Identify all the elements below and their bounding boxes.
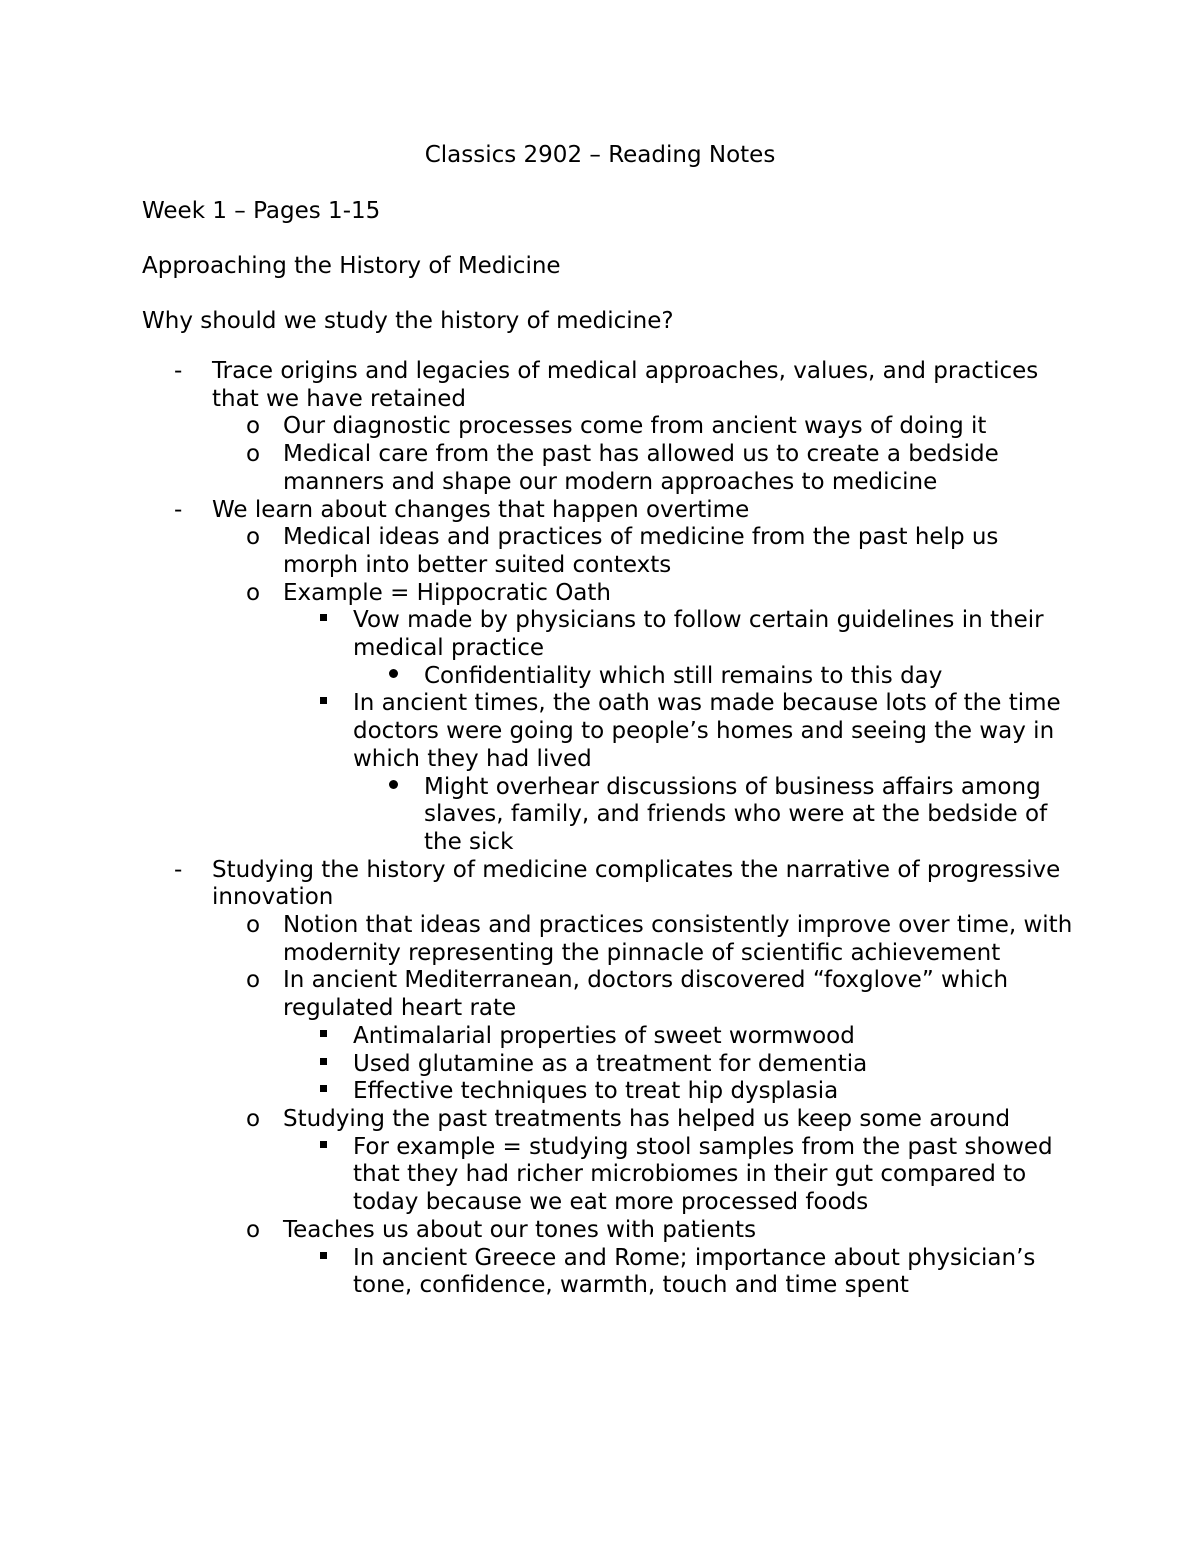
outline-item-text: Medical ideas and practices of medicine from the past help us morph into better suited contexts (283, 524, 999, 578)
dash-bullet: - (174, 496, 183, 523)
outline-item-level-1 (0, 358, 1072, 413)
outline-item-level-4 (0, 774, 1074, 857)
circle-bullet: o (246, 524, 261, 551)
outline-item-text: For example = studying stool samples from the past showed that they had richer microbiomes in their gut compared to today because we eat more processed foods (353, 1133, 1053, 1216)
outline-item-level-2 (0, 580, 1073, 608)
round-bullet-icon (386, 774, 416, 802)
outline-item-text: Notion that ideas and practices consistently improve over time, with modernity representing the pinnacle of scientific achievement (283, 912, 1073, 966)
circle-bullet: o (246, 1216, 261, 1243)
dash-bullet: - (174, 358, 183, 384)
outline-item-text: Our diagnostic processes come from ancient ways of doing it (283, 413, 987, 440)
notes-outline (0, 358, 1200, 1300)
outline-item-text: Confidentiality which still remains to this day (424, 662, 943, 689)
outline-item-level-3 (0, 1245, 1073, 1300)
square-bullet-icon (317, 1134, 347, 1162)
outline-item-text: Example = Hippocratic Oath (283, 579, 611, 606)
outline-item-level-2 (0, 1217, 1073, 1245)
circle-bullet: o (246, 441, 261, 468)
square-bullet-icon (317, 1051, 347, 1079)
square-bullet-icon (317, 1245, 347, 1273)
outline-item-text: In ancient Greece and Rome; importance about physician’s tone, confidence, warmth, touch and time spent (353, 1244, 1036, 1299)
outline-item-level-1 (0, 857, 1072, 912)
week-label: Week 1 – Pages 1-15 (142, 198, 381, 224)
outline-item-text: Effective techniques to treat hip dysplasia (353, 1078, 839, 1105)
outline-item-level-2 (0, 524, 1073, 579)
square-bullet-icon (317, 1023, 347, 1051)
outline-item-text: Antimalarial properties of sweet wormwood (353, 1022, 855, 1049)
outline-item-text: Medical care from the past has allowed us to create a bedside manners and shape our modern approaches to medicine (283, 441, 999, 495)
outline-item-text: Might overhear discussions of business affairs among slaves, family, and friends who were at the bedside of the sick (424, 773, 1048, 855)
dash-bullet: - (174, 856, 183, 883)
square-bullet-icon (317, 607, 347, 635)
outline-item-text: We learn about changes that happen overtime (212, 496, 750, 523)
outline-item-level-4 (0, 663, 1074, 691)
outline-item-level-3 (0, 1078, 1073, 1106)
outline-item-level-3 (0, 1023, 1073, 1051)
outline-item-level-2 (0, 441, 1073, 496)
outline-item-level-2 (0, 1106, 1073, 1134)
circle-bullet: o (246, 579, 261, 606)
square-bullet-icon (317, 690, 347, 718)
square-bullet-icon (317, 1078, 347, 1106)
section-heading: Approaching the History of Medicine (142, 253, 561, 279)
guiding-question: Why should we study the history of medicine? (142, 308, 674, 334)
outline-item-level-3 (0, 1134, 1073, 1217)
outline-item-level-3 (0, 607, 1073, 662)
outline-item-text: Used glutamine as a treatment for dementia (353, 1050, 868, 1077)
outline-item-level-1 (0, 497, 1072, 525)
outline-item-level-2 (0, 413, 1073, 441)
outline-item-level-3 (0, 1051, 1073, 1079)
outline-item-text: Vow made by physicians to follow certain guidelines in their medical practice (353, 607, 1044, 662)
outline-item-level-3 (0, 690, 1073, 773)
round-bullet-icon (386, 663, 416, 691)
outline-item-text: Trace origins and legacies of medical approaches, values, and practices that we have retained (212, 358, 1039, 412)
outline-item-level-2 (0, 912, 1073, 967)
document-title: Classics 2902 – Reading Notes (424, 142, 776, 168)
circle-bullet: o (246, 967, 261, 994)
circle-bullet: o (246, 1105, 261, 1132)
circle-bullet: o (246, 413, 261, 440)
outline-item-text: In ancient times, the oath was made because lots of the time doctors were going to people’s homes and seeing the way in which they had lived (353, 690, 1061, 772)
outline-item-text: Teaches us about our tones with patients (283, 1216, 757, 1243)
outline-item-level-2 (0, 967, 1073, 1022)
outline-item-text: Studying the history of medicine complicates the narrative of progressive innovation (212, 856, 1061, 911)
circle-bullet: o (246, 912, 261, 939)
outline-item-text: Studying the past treatments has helped us keep some around (283, 1105, 1011, 1132)
outline-item-text: In ancient Mediterranean, doctors discovered “foxglove” which regulated heart rate (283, 967, 1009, 1022)
